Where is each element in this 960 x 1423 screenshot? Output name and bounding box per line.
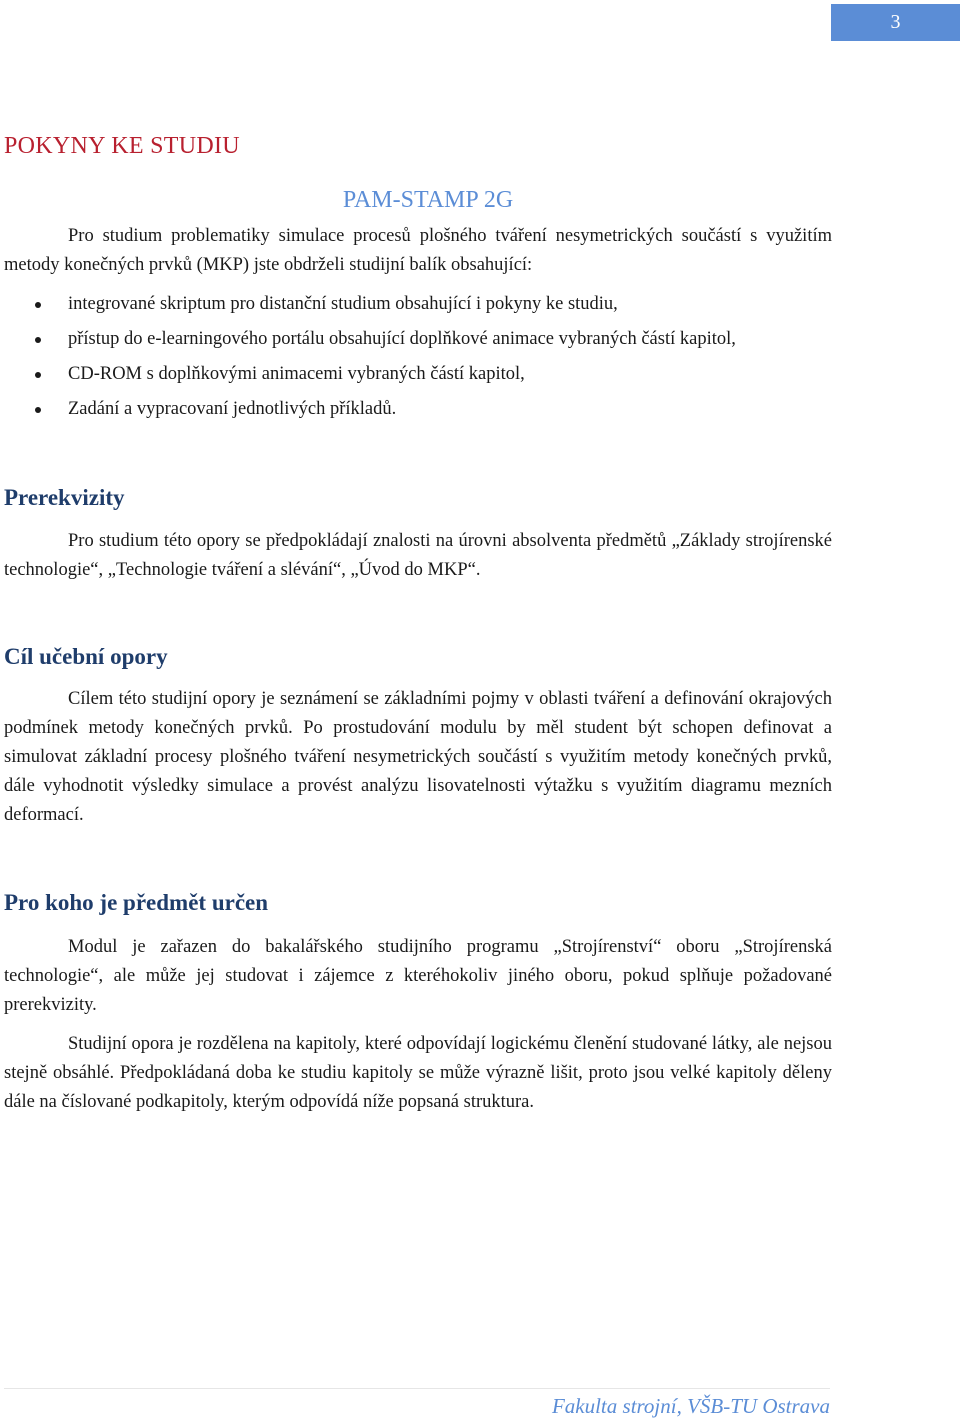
bullet-icon [35,407,41,413]
footer-faculty: Fakulta strojní, VŠB-TU Ostrava [551,1394,830,1418]
page-heading: POKYNY KE STUDIU [4,133,240,159]
list-item-text: integrované skriptum pro distanční studium obsahující i pokyny ke studiu, [68,294,618,314]
page-number-badge [831,4,960,41]
structure-paragraph: Studijní opora je rozdělena na kapitoly, které odpovídají logickému členění studované látky, ale nejsou stejně obsáhlé. Předpokládaná doba ke studiu kapitoly se může výrazně lišit, proto jsou velké kapitoly děleny dále na číslované podkapitoly, kterým odpovídá níže popsaná struktura. [4,1034,832,1112]
list-item [4,322,832,357]
list-item [4,287,832,322]
bullet-icon [35,302,41,308]
page-subheading: PAM-STAMP 2G [342,187,514,213]
goal-paragraph: Cílem této studijní opory je seznámení se základními pojmy v oblasti tváření a definování okrajových podmínek metody konečných prvků. Po prostudování modulu by měl student být schopen definovat a simulovat základní procesy plošného tváření nesymetrických součástí s využitím metody konečných prvků, dále vyhodnotit výsledky simulace a provést analýzu lisovatelnosti výtažku s využitím diagramu mezních deformací. [4,689,832,825]
prerequisites-paragraph: Pro studium této opory se předpokládají znalosti na úrovni absolventa předmětů „Základy strojírenské technologie“, „Technologie tváření a slévání“, „Úvod do MKP“. [4,531,832,580]
footer-divider [4,1388,830,1389]
bullet-icon [35,337,41,343]
list-item [4,392,832,427]
section-title-prerequisites: Prerekvizity [4,485,125,510]
document-body [4,128,832,1117]
list-item [4,357,832,392]
page-number: 3 [890,11,901,33]
bullet-icon [35,372,41,378]
package-contents-list [4,287,832,427]
audience-paragraph: Modul je zařazen do bakalářského studijního programu „Strojírenství“ oboru „Strojírenská technologie“, ale může jej studovat i zájemce z kteréhokoliv jiného oboru, pokud splňuje požadované prerekvizity. [4,937,832,1015]
section-title-audience: Pro koho je předmět určen [4,890,269,915]
section-title-goal: Cíl učební opory [4,644,168,669]
list-item-text: přístup do e-learningového portálu obsahující doplňkové animace vybraných částí kapitol, [68,329,736,349]
list-item-text: CD-ROM s doplňkovými animacemi vybraných částí kapitol, [68,364,525,384]
intro-paragraph: Pro studium problematiky simulace procesů plošného tváření nesymetrických součástí s využitím metody konečných prvků (MKP) jste obdrželi studijní balík obsahující: [4,226,832,275]
list-item-text: Zadání a vypracovaní jednotlivých příkladů. [68,399,397,419]
